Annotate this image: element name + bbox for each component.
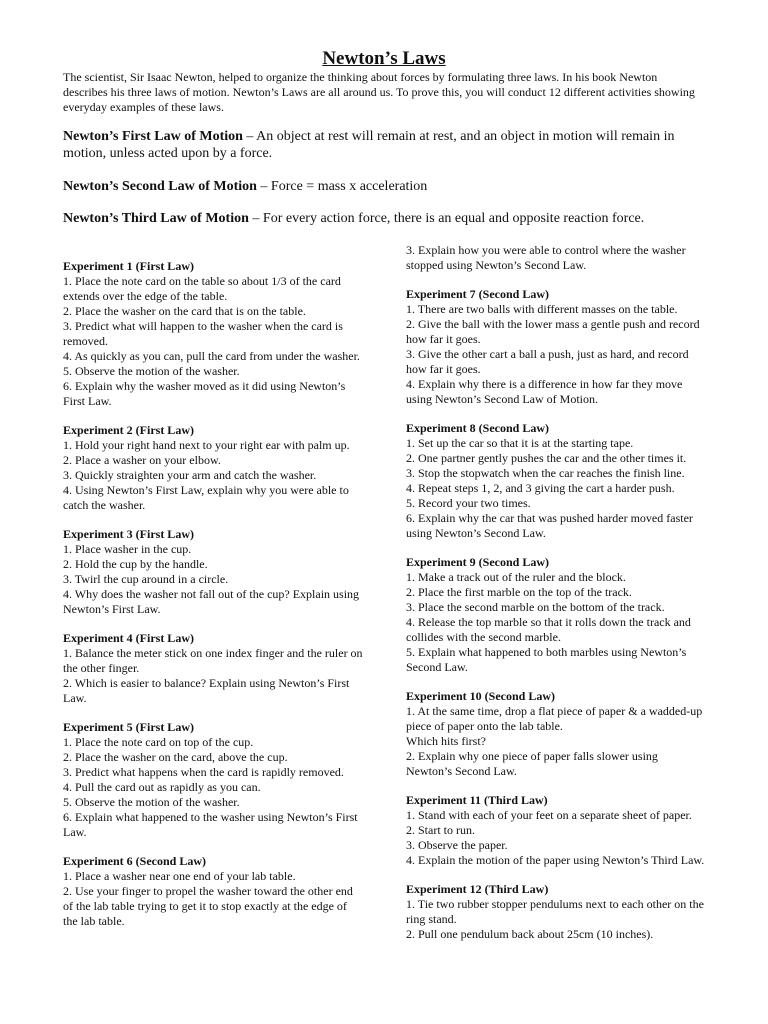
experiment-step: 1. Tie two rubber stopper pendulums next to each other on the ring stand. bbox=[406, 897, 704, 926]
experiment-step: 2. Place the first marble on the top of the track. bbox=[406, 585, 632, 599]
experiment-step: 1. Stand with each of your feet on a separate sheet of paper. bbox=[406, 808, 692, 822]
experiment-1 bbox=[63, 259, 363, 409]
experiment-title: Experiment 4 (First Law) bbox=[63, 631, 194, 645]
experiment-step: 6. Explain why the car that was pushed harder moved faster using Newton’s Second Law. bbox=[406, 511, 693, 540]
experiment-step: 4. Explain why there is a difference in how far they move using Newton’s Second Law of Motion. bbox=[406, 377, 683, 406]
experiment-step: Which hits first? bbox=[406, 734, 486, 748]
law-name: Newton’s Second Law of Motion bbox=[63, 179, 257, 194]
experiment-step: 3. Predict what happens when the card is rapidly removed. bbox=[63, 765, 344, 779]
experiment-10 bbox=[406, 689, 706, 779]
experiment-step: 2. Place the washer on the card that is on the table. bbox=[63, 304, 306, 318]
second-law bbox=[63, 179, 713, 196]
experiment-step: 4. Explain the motion of the paper using Newton’s Third Law. bbox=[406, 853, 705, 867]
experiment-4 bbox=[63, 631, 363, 706]
experiment-step: 6. Explain why the washer moved as it did using Newton’s First Law. bbox=[63, 379, 346, 408]
experiment-title: Experiment 9 (Second Law) bbox=[406, 555, 549, 569]
experiment-step: 1. Hold your right hand next to your right ear with palm up. bbox=[63, 438, 350, 452]
law-text: – Force = mass x acceleration bbox=[256, 179, 428, 194]
experiment-step: 1. At the same time, drop a flat piece of paper & a wadded-up piece of paper onto the lab table. bbox=[406, 704, 703, 733]
first-law bbox=[63, 129, 713, 162]
intro-paragraph: The scientist, Sir Isaac Newton, helped to organize the thinking about forces by formulating three laws. In his book Newton describes his three laws of motion. Newton’s Laws are all around us. To prove this, you will conduct 12 different activities showing everyday examples of these laws. bbox=[63, 70, 695, 114]
third-law bbox=[63, 211, 713, 228]
experiment-2 bbox=[63, 423, 363, 513]
experiment-title: Experiment 11 (Third Law) bbox=[406, 793, 548, 807]
page-title: Newton’s Laws bbox=[322, 48, 446, 69]
experiment-step: 2. Start to run. bbox=[406, 823, 475, 837]
experiment-step: 4. Repeat steps 1, 2, and 3 giving the cart a harder push. bbox=[406, 481, 675, 495]
experiment-11 bbox=[406, 793, 706, 868]
experiment-title: Experiment 3 (First Law) bbox=[63, 527, 194, 541]
experiment-step: 3. Quickly straighten your arm and catch the washer. bbox=[63, 468, 317, 482]
experiment-step: 3. Twirl the cup around in a circle. bbox=[63, 572, 229, 586]
experiment-title: Experiment 1 (First Law) bbox=[63, 259, 194, 273]
experiment-step: 4. As quickly as you can, pull the card from under the washer. bbox=[63, 349, 360, 363]
experiment-step: 2. Pull one pendulum back about 25cm (10 inches). bbox=[406, 927, 654, 941]
experiment-step: 1. Make a track out of the ruler and the block. bbox=[406, 570, 626, 584]
experiment-5 bbox=[63, 720, 363, 840]
experiment-step: 2. Explain why one piece of paper falls slower using Newton’s Second Law. bbox=[406, 749, 658, 778]
experiment-title: Experiment 10 (Second Law) bbox=[406, 689, 555, 703]
experiment-step: 3. Stop the stopwatch when the car reaches the finish line. bbox=[406, 466, 685, 480]
experiment-step: 6. Explain what happened to the washer using Newton’s First Law. bbox=[63, 810, 358, 839]
experiment-7 bbox=[406, 287, 706, 407]
experiment-title: Experiment 5 (First Law) bbox=[63, 720, 194, 734]
experiment-step: 1. Place the note card on top of the cup. bbox=[63, 735, 254, 749]
experiment-step: 4. Using Newton’s First Law, explain why you were able to catch the washer. bbox=[63, 483, 349, 512]
experiment-title: Experiment 7 (Second Law) bbox=[406, 287, 549, 301]
experiment-8 bbox=[406, 421, 706, 541]
law-name: Newton’s Third Law of Motion bbox=[63, 211, 249, 226]
left-column bbox=[63, 259, 363, 943]
experiment-step: 5. Observe the motion of the washer. bbox=[63, 364, 240, 378]
experiment-step: 3. Give the other cart a ball a push, just as hard, and record how far it goes. bbox=[406, 347, 689, 376]
experiment-9 bbox=[406, 555, 706, 675]
experiment-step: 1. Place washer in the cup. bbox=[63, 542, 192, 556]
experiment-step: 4. Why does the washer not fall out of the cup? Explain using Newton’s First Law. bbox=[63, 587, 360, 616]
experiment-step: 1. There are two balls with different masses on the table. bbox=[406, 302, 678, 316]
experiment-step: 2. One partner gently pushes the car and the other times it. bbox=[406, 451, 687, 465]
experiment-step: 5. Observe the motion of the washer. bbox=[63, 795, 240, 809]
experiment-step: 2. Use your finger to propel the washer toward the other end of the lab table trying to get it to stop exactly at the edge of the lab table. bbox=[63, 884, 353, 928]
right-column bbox=[406, 243, 706, 956]
experiment-step: 4. Pull the card out as rapidly as you can. bbox=[63, 780, 261, 794]
experiment-6-continued: 3. Explain how you were able to control where the washer stopped using Newton’s Second Law. bbox=[406, 243, 686, 272]
experiment-step: 2. Give the ball with the lower mass a gentle push and record how far it goes. bbox=[406, 317, 700, 346]
experiment-step: 5. Record your two times. bbox=[406, 496, 531, 510]
experiment-step: 5. Explain what happened to both marbles using Newton’s Second Law. bbox=[406, 645, 687, 674]
law-text: – An object at rest will remain at rest, and an object in motion will remain in motion, unless acted upon by a force. bbox=[63, 129, 675, 161]
experiment-title: Experiment 8 (Second Law) bbox=[406, 421, 549, 435]
experiment-step: 1. Balance the meter stick on one index finger and the ruler on the other finger. bbox=[63, 646, 363, 675]
experiment-step: 2. Place a washer on your elbow. bbox=[63, 453, 221, 467]
experiment-step: 4. Release the top marble so that it rolls down the track and collides with the second marble. bbox=[406, 615, 691, 644]
experiment-title: Experiment 6 (Second Law) bbox=[63, 854, 206, 868]
experiment-3 bbox=[63, 527, 363, 617]
experiment-step: 2. Hold the cup by the handle. bbox=[63, 557, 208, 571]
experiment-step: 3. Predict what will happen to the washer when the card is removed. bbox=[63, 319, 343, 348]
experiment-12 bbox=[406, 882, 706, 942]
experiment-step: 3. Observe the paper. bbox=[406, 838, 508, 852]
law-name: Newton’s First Law of Motion bbox=[63, 129, 243, 144]
law-text: – For every action force, there is an equal and opposite reaction force. bbox=[248, 211, 645, 226]
experiment-step: 3. Place the second marble on the bottom of the track. bbox=[406, 600, 665, 614]
experiment-6 bbox=[63, 854, 363, 929]
experiment-step: 1. Place a washer near one end of your lab table. bbox=[63, 869, 296, 883]
experiment-step: 1. Place the note card on the table so about 1/3 of the card extends over the edge of the table. bbox=[63, 274, 341, 303]
experiment-step: 1. Set up the car so that it is at the starting tape. bbox=[406, 436, 634, 450]
experiment-title: Experiment 2 (First Law) bbox=[63, 423, 194, 437]
experiment-step: 2. Which is easier to balance? Explain using Newton’s First Law. bbox=[63, 676, 350, 705]
experiment-title: Experiment 12 (Third Law) bbox=[406, 882, 549, 896]
experiment-step: 2. Place the washer on the card, above the cup. bbox=[63, 750, 288, 764]
